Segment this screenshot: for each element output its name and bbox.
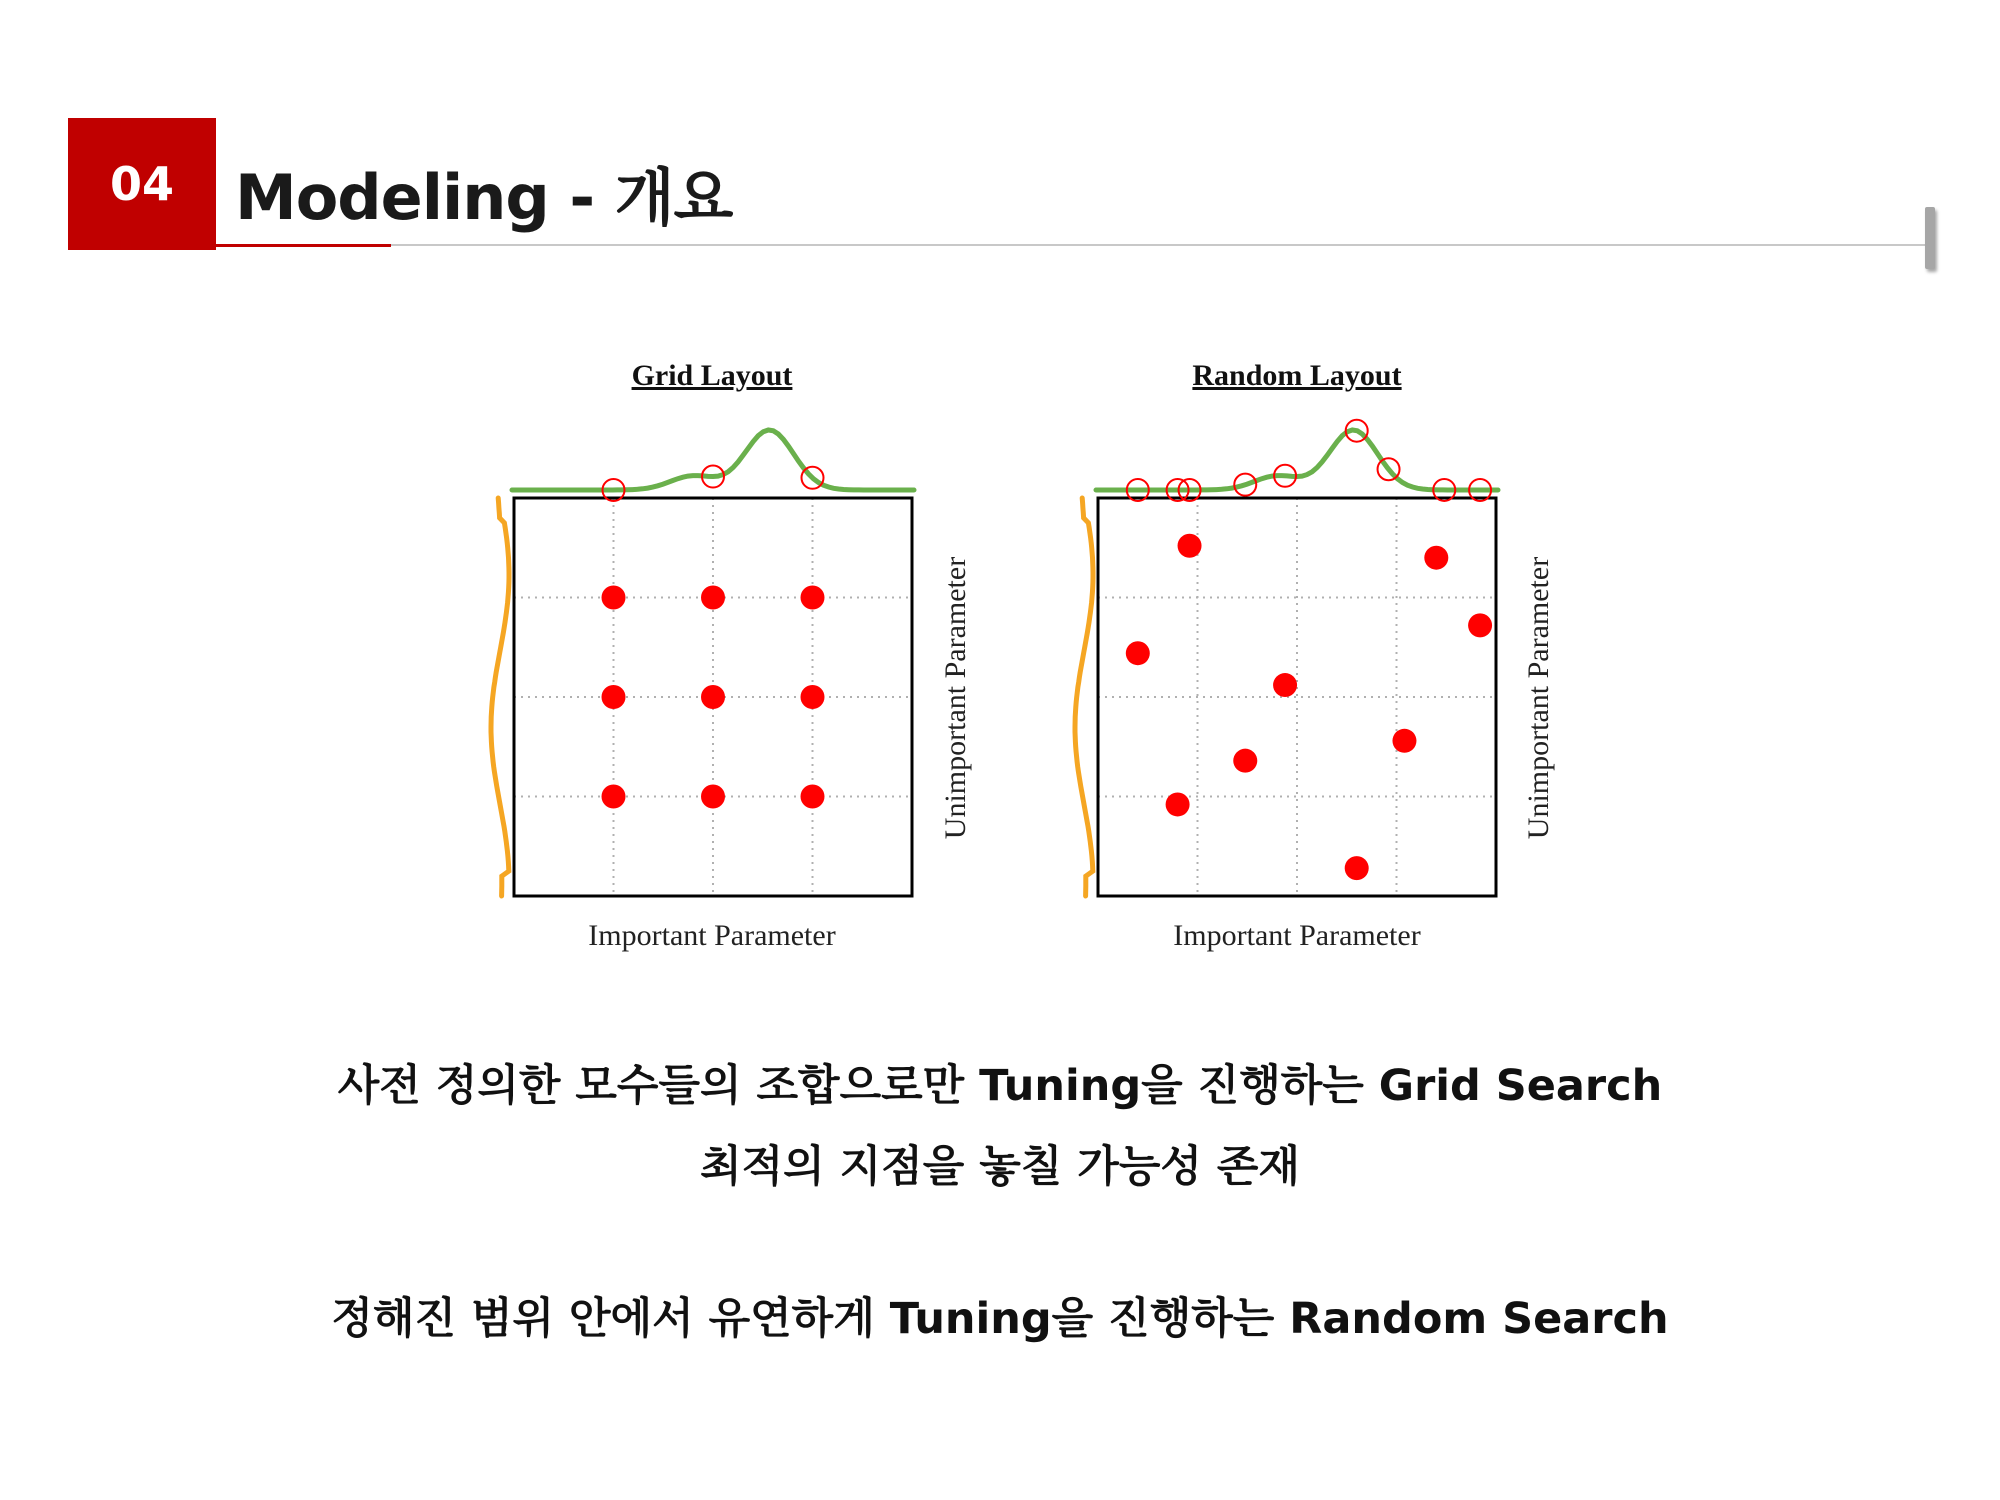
random-sample-point: [1273, 673, 1297, 697]
random-sample-point: [1392, 729, 1416, 753]
caption-grid-search: 사전 정의한 모수들의 조합으로만 Tuning을 진행하는 Grid Search: [337, 1061, 1663, 1111]
random-layout-title: Random Layout: [1192, 359, 1402, 392]
caption-random-search: 정해진 범위 안에서 유연하게 Tuning을 진행하는 Random Search: [331, 1294, 1669, 1344]
grid-sample-point: [602, 685, 626, 709]
random-sample-point: [1233, 749, 1257, 773]
random-unimportant-marginal-curve: [1075, 498, 1093, 896]
grid-xlabel: Important Parameter: [588, 919, 836, 952]
random-sample-point: [1178, 534, 1202, 558]
random-layout-panel: [1075, 359, 1555, 952]
grid-layout-panel: [491, 359, 972, 952]
grid-sample-point: [701, 685, 725, 709]
page-title: Modeling - 개요: [235, 161, 733, 234]
grid-sample-point: [801, 586, 825, 610]
grid-ylabel: Unimportant Parameter: [939, 556, 972, 840]
random-sample-point: [1345, 856, 1369, 880]
random-xlabel: Important Parameter: [1173, 919, 1421, 952]
random-sample-point: [1166, 792, 1190, 816]
random-sample-point: [1424, 546, 1448, 570]
grid-important-marginal-curve: [512, 430, 914, 490]
caption-grid-drawback: 최적의 지점을 놓칠 가능성 존재: [700, 1142, 1300, 1192]
grid-layout-title: Grid Layout: [631, 359, 793, 392]
section-number: 04: [109, 157, 174, 211]
random-ylabel: Unimportant Parameter: [1522, 556, 1555, 840]
random-sample-point: [1468, 613, 1492, 637]
random-sample-point: [1126, 641, 1150, 665]
grid-sample-point: [602, 785, 626, 809]
grid-sample-point: [701, 785, 725, 809]
grid-sample-point: [701, 586, 725, 610]
grid-sample-point: [801, 785, 825, 809]
grid-sample-point: [801, 685, 825, 709]
grid-sample-point: [602, 586, 626, 610]
grid-unimportant-marginal-curve: [491, 498, 509, 896]
